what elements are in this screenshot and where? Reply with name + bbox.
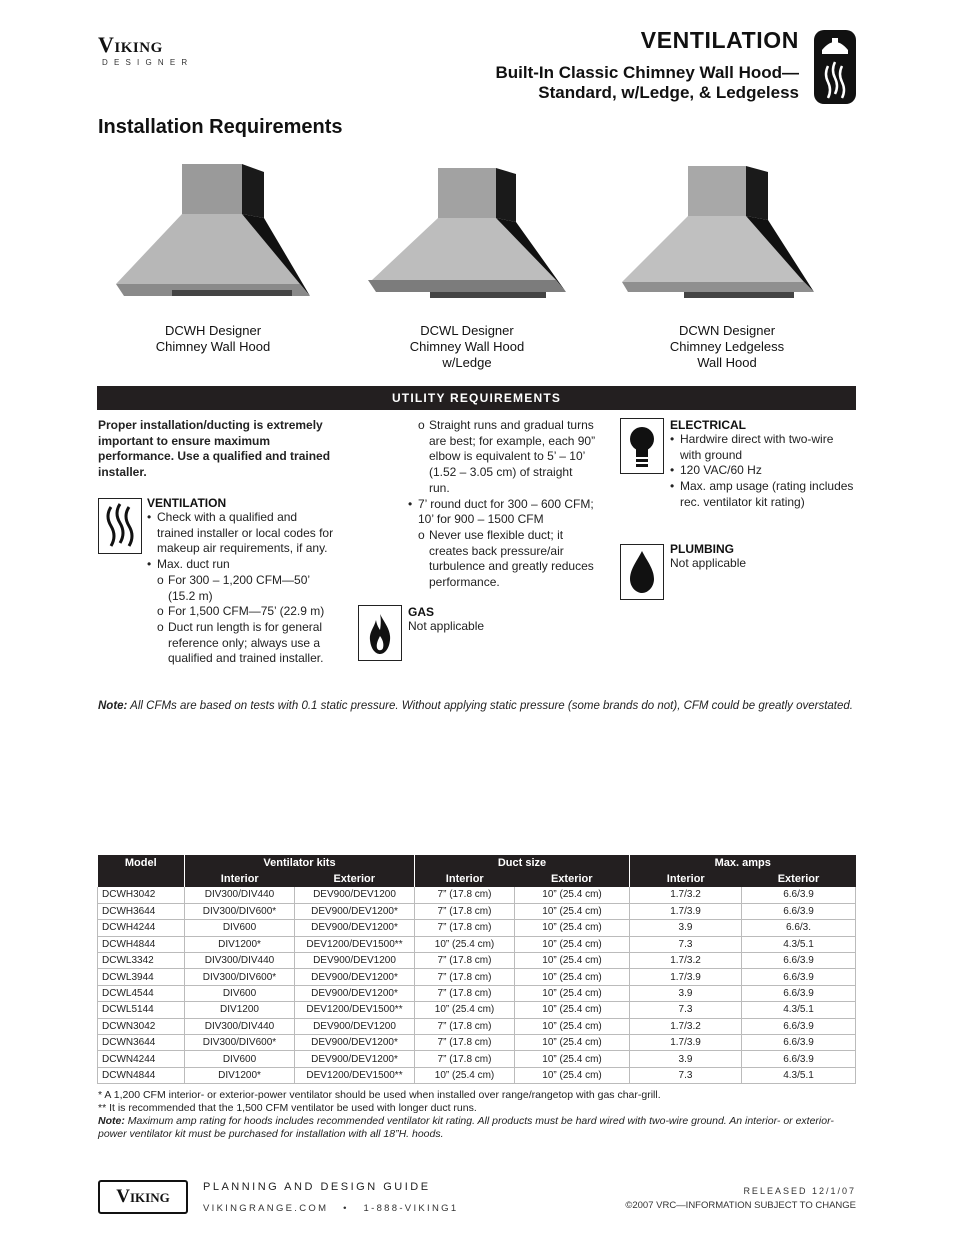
col-duct-exterior: Exterior	[515, 871, 630, 887]
gas-flame-icon	[358, 605, 402, 661]
table-cell: 7” (17.8 cm)	[415, 953, 515, 969]
table-cell: DEV900/DEV1200	[295, 887, 415, 903]
table-cell: 6.6/3.9	[742, 903, 856, 919]
table-cell: 10” (25.4 cm)	[515, 1002, 630, 1018]
plumbing-section: PLUMBING Not applicable	[670, 542, 747, 570]
gas-section: GAS Not applicable	[408, 605, 485, 633]
ventilation-section: VENTILATION • Check with a qualified and trained installer or local codes for makeup air requirements, if any. • Max. duct run o For 300 – 1,200 CFM—50’ (15.2 m) o For 1,500 CFM—75’ (22.9 m) o Duct run length is for general reference only; always use a qualified and trained installer.	[147, 496, 337, 667]
table-cell: DCWN4844	[98, 1067, 185, 1083]
table-cell: 1.7/3.9	[630, 903, 742, 919]
product-caption-dcwl: DCWL Designer Chimney Wall Hood w/Ledge	[409, 323, 525, 370]
table-cell: 6.6/3.9	[742, 1035, 856, 1051]
table-cell: 7.3	[630, 1067, 742, 1083]
table-cell: DCWL3944	[98, 969, 185, 985]
table-cell: 6.6/3.9	[742, 985, 856, 1001]
table-cell: 7” (17.8 cm)	[415, 920, 515, 936]
table-row	[98, 969, 856, 985]
table-cell: DEV900/DEV1200*	[295, 985, 415, 1001]
footnote-2: ** It is recommended that the 1,500 CFM ventilator be used with longer duct runs.	[98, 1102, 477, 1114]
table-cell: 10” (25.4 cm)	[515, 936, 630, 952]
table-row	[98, 953, 856, 969]
table-cell: 10” (25.4 cm)	[515, 920, 630, 936]
model-specs-table	[97, 855, 856, 1084]
table-cell: 3.9	[630, 985, 742, 1001]
table-cell: 10” (25.4 cm)	[515, 985, 630, 1001]
table-row	[98, 1051, 856, 1067]
table-cell: DEV1200/DEV1500**	[295, 1067, 415, 1083]
table-cell: DEV900/DEV1200*	[295, 920, 415, 936]
table-cell: DIV300/DIV600*	[185, 969, 295, 985]
table-cell: 7” (17.8 cm)	[415, 969, 515, 985]
col-ventilator-kits: Ventilator kits	[185, 855, 415, 871]
viking-logo: Viking	[98, 32, 163, 57]
table-cell: DIV600	[185, 1051, 295, 1067]
table-cell: DEV900/DEV1200*	[295, 969, 415, 985]
table-cell: 4.3/5.1	[742, 1067, 856, 1083]
table-cell: 3.9	[630, 1051, 742, 1067]
water-drop-icon	[620, 544, 664, 600]
table-row	[98, 1018, 856, 1034]
table-cell: 7.3	[630, 936, 742, 952]
lightbulb-icon	[620, 418, 664, 474]
table-cell: DEV900/DEV1200	[295, 1018, 415, 1034]
table-cell: DEV900/DEV1200*	[295, 1035, 415, 1051]
footer-viking-logo: Viking	[98, 1180, 188, 1214]
table-cell: DIV300/DIV440	[185, 953, 295, 969]
table-cell: DEV900/DEV1200	[295, 953, 415, 969]
section-title: VENTILATION	[640, 27, 799, 53]
table-cell: DIV1200	[185, 1002, 295, 1018]
table-cell: DCWL5144	[98, 1002, 185, 1018]
table-cell: DIV300/DIV440	[185, 887, 295, 903]
product-caption-dcwh: DCWH Designer Chimney Wall Hood	[155, 323, 271, 354]
ventilation-icon	[98, 498, 142, 554]
table-cell: 7” (17.8 cm)	[415, 1018, 515, 1034]
table-cell: DIV300/DIV600*	[185, 1035, 295, 1051]
table-cell: 6.6/3.9	[742, 887, 856, 903]
table-cell: DEV900/DEV1200*	[295, 903, 415, 919]
table-cell: 7” (17.8 cm)	[415, 903, 515, 919]
table-cell: DIV1200*	[185, 936, 295, 952]
table-cell: 7” (17.8 cm)	[415, 887, 515, 903]
table-cell: 7.3	[630, 1002, 742, 1018]
table-cell: 10” (25.4 cm)	[515, 953, 630, 969]
table-cell: 6.6/3.9	[742, 1051, 856, 1067]
table-cell: 10” (25.4 cm)	[515, 1067, 630, 1083]
table-cell: 7” (17.8 cm)	[415, 1035, 515, 1051]
table-row	[98, 1002, 856, 1018]
table-cell: 10” (25.4 cm)	[515, 1051, 630, 1067]
intro-text: Proper installation/ducting is extremely important to ensure maximum performance. Use a qualified and trained installer.	[98, 418, 331, 480]
table-cell: 10” (25.4 cm)	[415, 1002, 515, 1018]
table-cell: 3.9	[630, 920, 742, 936]
table-cell: DCWL4544	[98, 985, 185, 1001]
table-cell: DCWN4244	[98, 1051, 185, 1067]
table-cell: 1.7/3.2	[630, 887, 742, 903]
table-cell: 4.3/5.1	[742, 936, 856, 952]
logo-subtitle: DESIGNER	[102, 58, 194, 67]
table-cell: 1.7/3.2	[630, 1018, 742, 1034]
table-cell: DIV600	[185, 920, 295, 936]
table-cell: 6.6/3.9	[742, 969, 856, 985]
table-cell: DCWH4844	[98, 936, 185, 952]
table-cell: 10” (25.4 cm)	[515, 1035, 630, 1051]
col-amps-interior: Interior	[630, 871, 742, 887]
cfm-note: Note: All CFMs are based on tests with 0.1 static pressure. Without applying static pressure (some brands do not), CFM could be greatly overstated.	[98, 700, 853, 712]
col-amps-exterior: Exterior	[742, 871, 856, 887]
table-cell: 6.6/3.9	[742, 953, 856, 969]
footer-copyright: ©2007 VRC—INFORMATION SUBJECT TO CHANGE	[625, 1200, 856, 1211]
footnote-note: Note: Maximum amp rating for hoods includes recommended ventilator kit rating. All products must be hard wired with two-wire ground. An interior- or exterior-power ventilator kit must be purchased for installation with all 18”H. hoods.	[98, 1115, 834, 1140]
table-row	[98, 903, 856, 919]
table-cell: DEV900/DEV1200*	[295, 1051, 415, 1067]
col-model: Model	[98, 855, 185, 871]
table-row	[98, 920, 856, 936]
table-cell: 1.7/3.2	[630, 953, 742, 969]
table-cell: 10” (25.4 cm)	[415, 1067, 515, 1083]
table-cell: DIV1200*	[185, 1067, 295, 1083]
col-duct-size: Duct size	[415, 855, 630, 871]
range-hood-icon	[814, 30, 856, 104]
page-heading: Installation Requirements	[98, 116, 343, 138]
table-cell: 10” (25.4 cm)	[515, 969, 630, 985]
product-subtitle: Built-In Classic Chimney Wall Hood— Standard, w/Ledge, & Ledgeless	[495, 63, 799, 102]
col-max-amps: Max. amps	[630, 855, 856, 871]
footer-guide-title: PLANNING AND DESIGN GUIDE	[203, 1181, 431, 1193]
table-cell: DCWN3644	[98, 1035, 185, 1051]
table-cell: DEV1200/DEV1500**	[295, 936, 415, 952]
table-cell: DCWH4244	[98, 920, 185, 936]
electrical-section: ELECTRICAL • Hardwire direct with two-wire with ground • 120 VAC/60 Hz • Max. amp usage (rating includes rec. ventilator kit rating)	[670, 418, 856, 511]
table-row	[98, 936, 856, 952]
table-row	[98, 1035, 856, 1051]
table-cell: 10” (25.4 cm)	[415, 936, 515, 952]
table-cell: 10” (25.4 cm)	[515, 903, 630, 919]
table-row	[98, 1067, 856, 1083]
dcwn-hood-image	[618, 158, 818, 308]
ventilation-continued: o Straight runs and gradual turns are best; for example, each 90” elbow is equivalent to 5’ – 10’ (1.52 – 3.05 cm) of straight run. • 7’ round duct for 300 – 600 CFM; 10’ for 900 – 1500 CFM o Never use flexible duct; it creates back pressure/air turbulence and greatly reduces performance.	[408, 418, 596, 591]
utility-requirements-bar: UTILITY REQUIREMENTS	[97, 386, 856, 410]
table-cell: DIV600	[185, 985, 295, 1001]
footer-contact: VIKINGRANGE.COM • 1-888-VIKING1	[203, 1203, 459, 1214]
table-cell: DIV300/DIV600*	[185, 903, 295, 919]
footnote-1: * A 1,200 CFM interior- or exterior-power ventilator should be used when installed over range/rangetop with gas char-grill.	[98, 1089, 661, 1101]
table-cell: DEV1200/DEV1500**	[295, 1002, 415, 1018]
table-cell: DCWL3342	[98, 953, 185, 969]
table-cell: 10” (25.4 cm)	[515, 1018, 630, 1034]
table-cell: 6.6/3.	[742, 920, 856, 936]
table-cell: 1.7/3.9	[630, 1035, 742, 1051]
product-caption-dcwn: DCWN Designer Chimney Ledgeless Wall Hood	[669, 323, 785, 370]
dcwh-hood-image	[112, 158, 312, 308]
table-cell: 7” (17.8 cm)	[415, 1051, 515, 1067]
table-cell: 7” (17.8 cm)	[415, 985, 515, 1001]
table-row	[98, 887, 856, 903]
table-cell: DCWN3042	[98, 1018, 185, 1034]
table-cell: DCWH3644	[98, 903, 185, 919]
col-vent-exterior: Exterior	[295, 871, 415, 887]
table-cell: 4.3/5.1	[742, 1002, 856, 1018]
col-duct-interior: Interior	[415, 871, 515, 887]
table-cell: 6.6/3.9	[742, 1018, 856, 1034]
table-cell: DIV300/DIV440	[185, 1018, 295, 1034]
footer-release-date: RELEASED 12/1/07	[743, 1186, 856, 1196]
table-cell: DCWH3042	[98, 887, 185, 903]
table-cell: 10” (25.4 cm)	[515, 887, 630, 903]
table-row	[98, 985, 856, 1001]
dcwl-hood-image	[366, 158, 568, 308]
table-cell: 1.7/3.9	[630, 969, 742, 985]
col-vent-interior: Interior	[185, 871, 295, 887]
